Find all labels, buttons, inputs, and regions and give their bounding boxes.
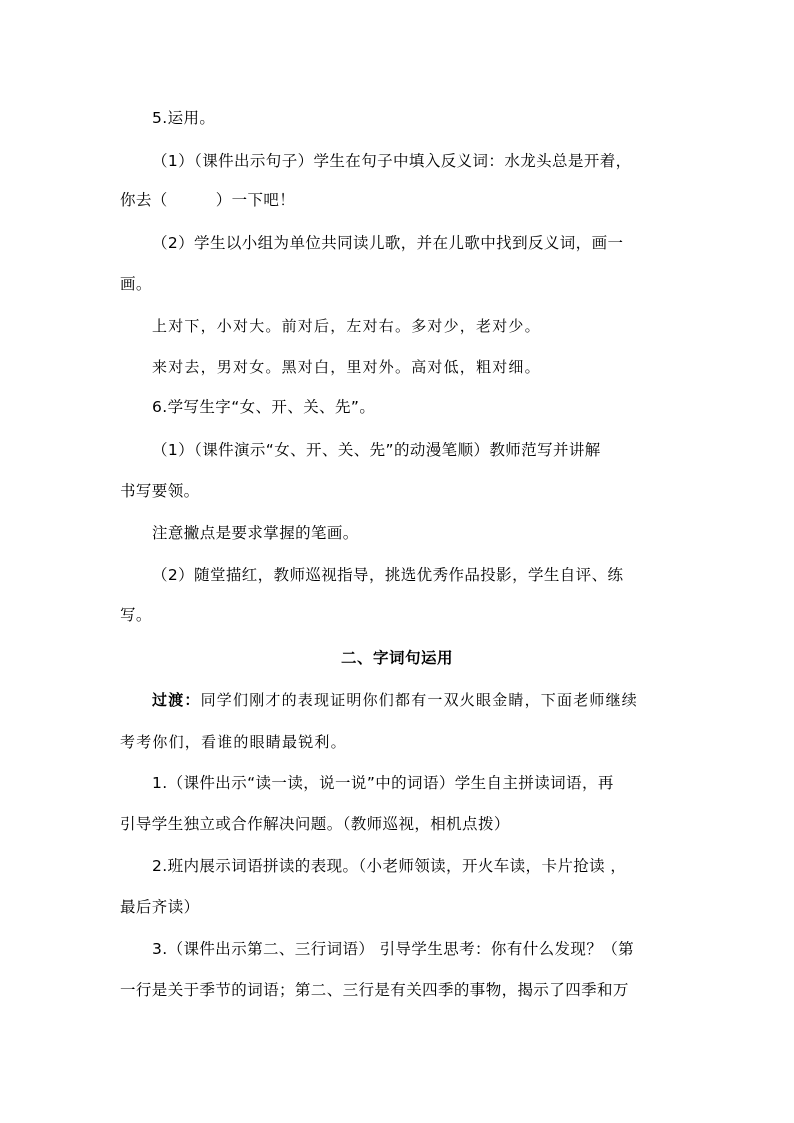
paragraph-line: （2）学生以小组为单位共同读儿歌，并在儿歌中找到反义词，画一 [152, 234, 624, 252]
fill-in-prefix: 你去（ [120, 191, 168, 209]
paragraph-line: 1.（课件出示“读一读，说一说”中的词语）学生自主拼读词语，再 [152, 774, 614, 792]
transition-label: 过渡： [152, 691, 201, 709]
transition-text: 同学们刚才的表现证明你们都有一双火眼金睛，下面老师继续 [200, 691, 639, 709]
rhyme-line: 上对下，小对大。前对后，左对右。多对少，老对少。 [152, 317, 541, 335]
paragraph-line [120, 190, 295, 210]
paragraph-line: （2）随堂描红，教师巡视指导，挑选优秀作品投影，学生自评、练 [152, 566, 624, 584]
transition-line [152, 690, 638, 710]
paragraph-line: 画。 [120, 275, 152, 293]
paragraph-line: 2.班内展示词语拼读的表现。（小老师领读，开火车读，卡片抢读 ， [152, 857, 627, 875]
paragraph-line: （1）（课件出示句子）学生在句子中填入反义词：水龙头总是开着， [152, 152, 632, 170]
paragraph-line: 3.（课件出示第二、三行词语） 引导学生思考：你有什么发现？（第 [152, 940, 635, 958]
paragraph-line: 最后齐读） [120, 898, 200, 916]
section-heading: 二、字词句运用 [340, 649, 453, 667]
rhyme-line: 来对去，男对女。黑对白，里对外。高对低，粗对细。 [152, 358, 541, 376]
paragraph-line: （1）（课件演示“女、开、关、先”的动漫笔顺）教师范写并讲解 [152, 441, 601, 459]
paragraph-line: 注意撇点是要求掌握的笔画。 [152, 524, 359, 542]
paragraph-line: 引导学生独立或合作解决问题。（教师巡视，相机点拨） [120, 815, 510, 833]
fill-in-suffix: ）一下吧！ [215, 191, 296, 209]
paragraph-line: 一行是关于季节的词语；第二、三行是有关四季的事物，揭示了四季和万 [120, 981, 629, 999]
transition-line: 考考你们，看谁的眼睛最锐利。 [120, 733, 347, 751]
section-5-title: 5.运用。 [152, 109, 216, 127]
section-6-title: 6.学写生字“女、开、关、先”。 [152, 398, 376, 416]
paragraph-line: 书写要领。 [120, 482, 200, 500]
paragraph-line: 写。 [120, 606, 152, 624]
